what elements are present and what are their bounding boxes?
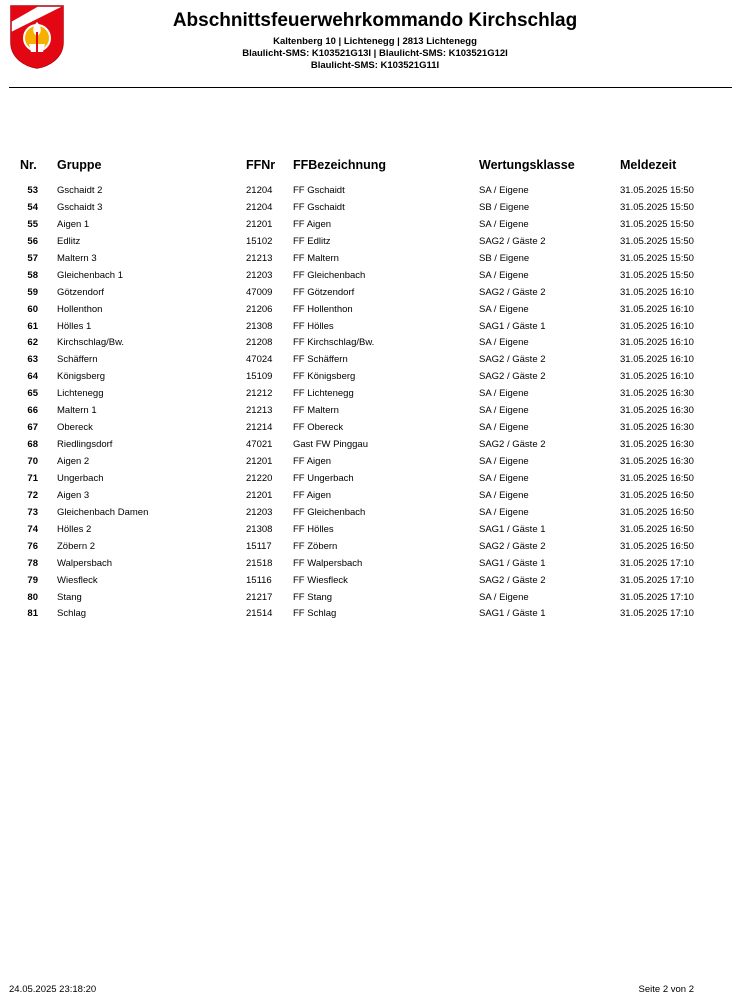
row-ffnr: 21203 — [246, 269, 273, 281]
table-row — [0, 183, 738, 200]
row-gruppe: Lichtenegg — [57, 388, 104, 400]
row-wertungsklasse: SAG2 / Gäste 2 — [479, 371, 546, 383]
row-meldezeit: 31.05.2025 16:10 — [620, 371, 694, 383]
row-ffbezeichnung: Gast FW Pinggau — [293, 439, 368, 451]
row-meldezeit: 31.05.2025 16:50 — [620, 540, 694, 552]
row-ffbezeichnung: FF Hölles — [293, 523, 334, 535]
row-ffnr: 21208 — [246, 337, 273, 349]
table-row — [0, 437, 738, 454]
row-meldezeit: 31.05.2025 17:10 — [620, 574, 694, 586]
table-row — [0, 285, 738, 302]
row-nr: 70 — [27, 456, 38, 467]
row-nr: 66 — [27, 405, 38, 417]
row-ffnr: 21213 — [246, 405, 273, 417]
row-gruppe: Götzendorf — [57, 286, 104, 298]
row-gruppe: Obereck — [57, 422, 93, 434]
row-wertungsklasse: SB / Eigene — [479, 252, 530, 264]
row-wertungsklasse: SAG2 / Gäste 2 — [479, 540, 546, 552]
row-gruppe: Walpersbach — [57, 557, 113, 569]
row-gruppe: Hollenthon — [57, 303, 103, 315]
row-wertungsklasse: SA / Eigene — [479, 405, 529, 417]
row-meldezeit: 31.05.2025 17:10 — [620, 608, 694, 620]
row-ffnr: 21204 — [246, 201, 273, 213]
row-ffnr: 21514 — [246, 608, 273, 620]
table-row — [0, 200, 738, 217]
row-ffnr: 15102 — [246, 235, 273, 247]
row-meldezeit: 31.05.2025 16:30 — [620, 388, 694, 400]
row-meldezeit: 31.05.2025 17:10 — [620, 591, 694, 603]
row-ffbezeichnung: FF Ungerbach — [293, 472, 354, 484]
row-ffnr: 21220 — [246, 472, 273, 484]
row-ffnr: 21204 — [246, 185, 273, 196]
row-gruppe: Gschaidt 3 — [57, 201, 103, 213]
row-ffnr: 21201 — [246, 456, 273, 467]
row-nr: 61 — [27, 320, 38, 332]
row-nr: 81 — [27, 608, 38, 620]
row-meldezeit: 31.05.2025 16:50 — [620, 523, 694, 535]
row-gruppe: Maltern 1 — [57, 405, 97, 417]
row-wertungsklasse: SAG2 / Gäste 2 — [479, 354, 546, 366]
row-ffbezeichnung: FF Wiesfleck — [293, 574, 348, 586]
row-gruppe: Wiesfleck — [57, 574, 98, 586]
row-ffbezeichnung: FF Zöbern — [293, 540, 338, 552]
row-ffbezeichnung: FF Maltern — [293, 252, 339, 264]
row-nr: 55 — [27, 218, 38, 230]
row-wertungsklasse: SA / Eigene — [479, 591, 529, 603]
row-gruppe: Kirchschlag/Bw. — [57, 337, 125, 349]
row-meldezeit: 31.05.2025 16:30 — [620, 405, 694, 417]
row-wertungsklasse: SA / Eigene — [479, 506, 529, 518]
row-wertungsklasse: SB / Eigene — [479, 201, 530, 213]
print-timestamp: 24.05.2025 23:18:20 — [9, 984, 97, 995]
table-row — [0, 590, 738, 607]
row-gruppe: Aigen 1 — [57, 218, 90, 230]
row-ffbezeichnung: FF Gschaidt — [293, 201, 345, 213]
row-wertungsklasse: SAG1 / Gäste 1 — [479, 523, 546, 535]
row-ffbezeichnung: FF Schlag — [293, 608, 337, 620]
row-wertungsklasse: SA / Eigene — [479, 303, 529, 315]
table-row — [0, 319, 738, 336]
row-meldezeit: 31.05.2025 15:50 — [620, 201, 694, 213]
row-gruppe: Aigen 3 — [57, 489, 90, 501]
row-meldezeit: 31.05.2025 16:50 — [620, 489, 694, 501]
table-row — [0, 522, 738, 539]
row-ffnr: 15109 — [246, 371, 273, 383]
row-gruppe: Gschaidt 2 — [57, 185, 103, 196]
row-ffnr: 21518 — [246, 557, 273, 569]
row-ffnr: 15116 — [246, 574, 272, 586]
table-row — [0, 488, 738, 505]
row-wertungsklasse: SA / Eigene — [479, 185, 529, 196]
table-row — [0, 573, 738, 590]
row-wertungsklasse: SAG1 / Gäste 1 — [479, 320, 546, 332]
row-gruppe: Edlitz — [57, 235, 81, 247]
row-ffbezeichnung: FF Gschaidt — [293, 185, 345, 196]
row-ffbezeichnung: FF Königsberg — [293, 371, 356, 383]
row-nr: 56 — [27, 235, 38, 247]
feuerwehr-logo-icon — [9, 4, 65, 70]
header-ffbezeichnung: FFBezeichnung — [293, 158, 387, 172]
row-wertungsklasse: SAG1 / Gäste 1 — [479, 608, 546, 620]
table-body — [0, 183, 738, 623]
row-meldezeit: 31.05.2025 16:30 — [620, 439, 694, 451]
sms-line-2: Blaulicht-SMS: K103521G11I — [310, 60, 440, 71]
row-nr: 60 — [27, 303, 38, 315]
row-nr: 67 — [27, 422, 38, 434]
row-nr: 53 — [27, 185, 38, 196]
row-meldezeit: 31.05.2025 16:50 — [620, 472, 694, 484]
table-row — [0, 556, 738, 573]
table-row — [0, 268, 738, 285]
row-ffbezeichnung: FF Edlitz — [293, 235, 331, 247]
row-ffbezeichnung: FF Stang — [293, 591, 333, 603]
row-ffnr: 47021 — [246, 439, 273, 451]
row-ffbezeichnung: FF Aigen — [293, 456, 332, 467]
table-row — [0, 539, 738, 556]
row-meldezeit: 31.05.2025 15:50 — [620, 269, 694, 281]
row-ffnr: 47024 — [246, 354, 273, 366]
header-gruppe: Gruppe — [57, 158, 102, 172]
row-ffnr: 21214 — [246, 422, 273, 434]
table-row — [0, 471, 738, 488]
row-wertungsklasse: SA / Eigene — [479, 337, 529, 349]
header-wertungsklasse: Wertungsklasse — [479, 158, 575, 172]
row-wertungsklasse: SAG2 / Gäste 2 — [479, 286, 546, 298]
row-meldezeit: 31.05.2025 15:50 — [620, 252, 694, 264]
row-wertungsklasse: SAG2 / Gäste 2 — [479, 574, 546, 586]
row-ffbezeichnung: FF Schäffern — [293, 354, 348, 366]
row-ffnr: 21201 — [246, 218, 273, 230]
row-gruppe: Zöbern 2 — [57, 540, 96, 552]
row-wertungsklasse: SA / Eigene — [479, 422, 529, 434]
table-row — [0, 217, 738, 234]
row-wertungsklasse: SA / Eigene — [479, 218, 529, 230]
row-gruppe: Gleichenbach 1 — [57, 269, 124, 281]
row-meldezeit: 31.05.2025 16:30 — [620, 456, 694, 467]
table-row — [0, 251, 738, 268]
table-row — [0, 454, 738, 471]
row-wertungsklasse: SA / Eigene — [479, 489, 529, 501]
row-ffbezeichnung: FF Gleichenbach — [293, 269, 366, 281]
row-meldezeit: 31.05.2025 16:10 — [620, 320, 694, 332]
table-row — [0, 420, 738, 437]
row-wertungsklasse: SAG2 / Gäste 2 — [479, 235, 546, 247]
table-row — [0, 505, 738, 522]
sms-line-1: Blaulicht-SMS: K103521G13I | Blaulicht-SMS: K103521G12I — [242, 48, 508, 59]
row-ffbezeichnung: FF Aigen — [293, 218, 332, 230]
row-gruppe: Hölles 2 — [57, 523, 92, 535]
row-ffnr: 21201 — [246, 489, 273, 501]
row-nr: 65 — [27, 388, 38, 400]
row-nr: 72 — [27, 489, 38, 501]
page-number: Seite 2 von 2 — [638, 984, 694, 995]
row-ffbezeichnung: FF Lichtenegg — [293, 388, 354, 400]
row-nr: 78 — [27, 557, 38, 569]
row-ffnr: 47009 — [246, 286, 273, 298]
row-gruppe: Aigen 2 — [57, 456, 90, 467]
row-gruppe: Schäffern — [57, 354, 98, 366]
row-nr: 62 — [27, 337, 38, 349]
row-wertungsklasse: SA / Eigene — [479, 472, 529, 484]
row-meldezeit: 31.05.2025 16:10 — [620, 337, 694, 349]
row-meldezeit: 31.05.2025 15:50 — [620, 235, 694, 247]
header-ffnr: FFNr — [246, 158, 276, 172]
row-ffnr: 21212 — [246, 388, 273, 400]
row-nr: 68 — [27, 439, 38, 451]
row-gruppe: Ungerbach — [57, 472, 104, 484]
header-divider — [9, 87, 732, 88]
address-line: Kaltenberg 10 | Lichtenegg | 2813 Lichtenegg — [273, 36, 477, 47]
table-row — [0, 234, 738, 251]
table-row — [0, 386, 738, 403]
row-ffnr: 21213 — [246, 252, 273, 264]
row-gruppe: Riedlingsdorf — [57, 439, 113, 451]
row-nr: 54 — [27, 201, 38, 213]
row-ffnr: 21308 — [246, 523, 273, 535]
row-nr: 57 — [27, 252, 38, 264]
row-ffnr: 21203 — [246, 506, 273, 518]
row-meldezeit: 31.05.2025 15:50 — [620, 218, 694, 230]
row-nr: 73 — [27, 506, 38, 518]
row-ffbezeichnung: FF Kirchschlag/Bw. — [293, 337, 375, 349]
page-title: Abschnittsfeuerwehrkommando Kirchschlag — [172, 10, 578, 31]
row-nr: 76 — [27, 540, 38, 552]
table-header — [0, 158, 738, 176]
row-nr: 63 — [27, 354, 38, 366]
table-row — [0, 606, 738, 623]
row-nr: 59 — [27, 286, 38, 298]
row-meldezeit: 31.05.2025 15:50 — [620, 185, 694, 196]
row-ffbezeichnung: FF Walpersbach — [293, 557, 363, 569]
row-gruppe: Stang — [57, 591, 82, 603]
row-wertungsklasse: SAG2 / Gäste 2 — [479, 439, 546, 451]
row-nr: 80 — [27, 591, 38, 603]
header-meldezeit: Meldezeit — [620, 158, 677, 172]
row-wertungsklasse: SA / Eigene — [479, 388, 529, 400]
table-row — [0, 369, 738, 386]
row-meldezeit: 31.05.2025 16:10 — [620, 286, 694, 298]
row-ffnr: 21206 — [246, 303, 273, 315]
row-wertungsklasse: SA / Eigene — [479, 456, 529, 467]
row-nr: 79 — [27, 574, 38, 586]
row-meldezeit: 31.05.2025 16:50 — [620, 506, 694, 518]
table-row — [0, 403, 738, 420]
row-gruppe: Maltern 3 — [57, 252, 97, 264]
row-ffbezeichnung: FF Obereck — [293, 422, 344, 434]
table-row — [0, 352, 738, 369]
row-wertungsklasse: SAG1 / Gäste 1 — [479, 557, 546, 569]
header-nr: Nr. — [20, 158, 37, 172]
row-meldezeit: 31.05.2025 16:10 — [620, 303, 694, 315]
row-gruppe: Gleichenbach Damen — [57, 506, 149, 518]
row-ffbezeichnung: FF Gleichenbach — [293, 506, 366, 518]
row-nr: 74 — [27, 523, 38, 535]
feuerwehr-logo-svg — [9, 4, 65, 70]
table-row — [0, 302, 738, 319]
row-gruppe: Hölles 1 — [57, 320, 92, 332]
row-gruppe: Schlag — [57, 608, 87, 620]
row-meldezeit: 31.05.2025 16:10 — [620, 354, 694, 366]
row-ffnr: 21217 — [246, 591, 273, 603]
row-gruppe: Königsberg — [57, 371, 106, 383]
row-nr: 71 — [27, 472, 38, 484]
row-ffnr: 21308 — [246, 320, 273, 332]
row-ffbezeichnung: FF Hollenthon — [293, 303, 353, 315]
row-ffbezeichnung: FF Maltern — [293, 405, 339, 417]
row-ffbezeichnung: FF Götzendorf — [293, 286, 355, 298]
row-meldezeit: 31.05.2025 17:10 — [620, 557, 694, 569]
row-nr: 64 — [27, 371, 38, 383]
table-row — [0, 335, 738, 352]
row-ffnr: 15117 — [246, 540, 272, 552]
row-ffbezeichnung: FF Hölles — [293, 320, 334, 332]
row-wertungsklasse: SA / Eigene — [479, 269, 529, 281]
row-ffbezeichnung: FF Aigen — [293, 489, 332, 501]
row-nr: 58 — [27, 269, 38, 281]
row-meldezeit: 31.05.2025 16:30 — [620, 422, 694, 434]
